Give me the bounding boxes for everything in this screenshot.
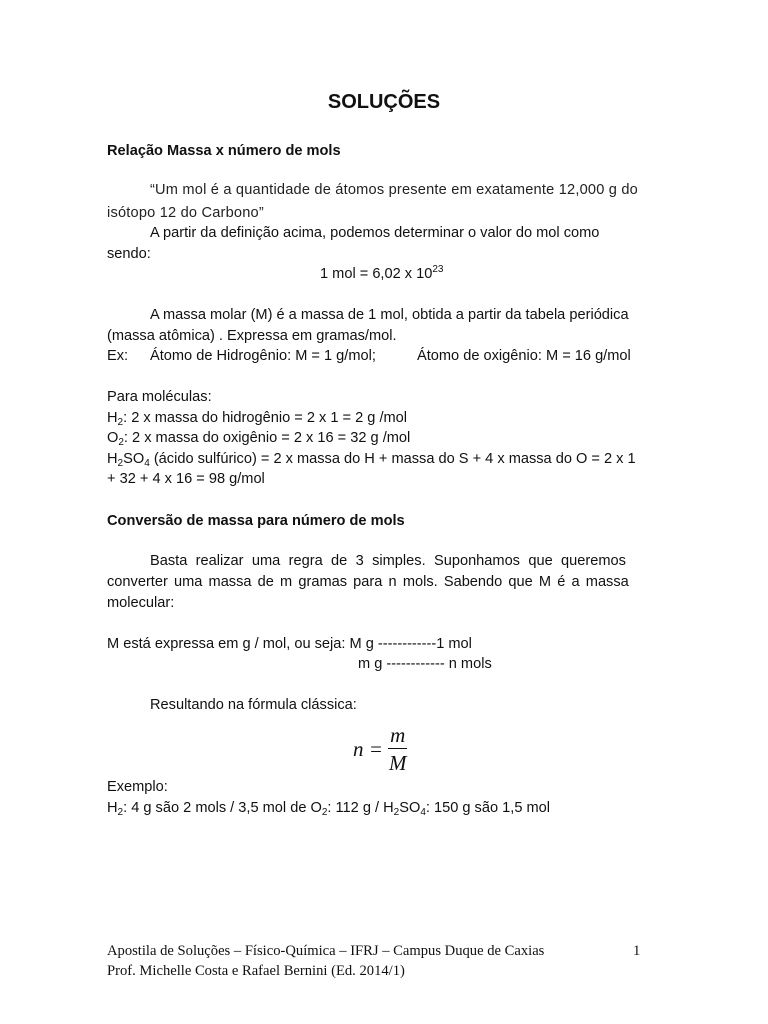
subscript-2: 2 bbox=[321, 807, 328, 818]
section-heading-mass-mols: Relação Massa x número de mols bbox=[107, 143, 341, 159]
h2so4-line-text: (ácido sulfúrico) = 2 x massa do H + massa do S + 4 x massa do O = 2 x 1 bbox=[149, 451, 636, 467]
subscript-4: 4 bbox=[420, 807, 426, 818]
mol-value-exponent: 23 bbox=[432, 264, 444, 275]
subscript-2: 2 bbox=[118, 437, 124, 448]
example-oxygen: Átomo de oxigênio: M = 16 g/mol bbox=[417, 348, 631, 364]
example-label-2: Exemplo: bbox=[107, 779, 168, 795]
formula-o: O bbox=[107, 430, 119, 446]
formula-s: S bbox=[399, 800, 409, 816]
formula-lhs: n = bbox=[353, 737, 383, 761]
molecules-label: Para moléculas: bbox=[107, 389, 212, 405]
conversion-text-line3: molecular: bbox=[107, 595, 175, 611]
mol-formula bbox=[353, 722, 407, 777]
conversion-text-line1: Basta realizar uma regra de 3 simples. Suponhamos que queremos bbox=[150, 553, 626, 569]
mol-definition-quote-line2: isótopo 12 do Carbono” bbox=[107, 205, 264, 221]
formula-numerator: m bbox=[390, 723, 406, 747]
h2so4-molar-mass-line1 bbox=[107, 451, 636, 467]
h2-line-text: : 2 x massa do hidrogênio = 2 x 1 = 2 g /mol bbox=[123, 410, 408, 426]
formula-h: H bbox=[107, 410, 118, 426]
formula-fraction bbox=[388, 722, 407, 777]
mol-definition-quote-line1: “Um mol é a quantidade de átomos presente em exatamente 12,000 g do bbox=[150, 182, 638, 198]
example-text-b: : 112 g / H bbox=[327, 800, 394, 816]
subscript-2: 2 bbox=[393, 807, 400, 818]
example-text-c: : 150 g são 1,5 mol bbox=[425, 800, 551, 816]
rule-of-three-line1: M está expressa em g / mol, ou seja: M g ------------1 mol bbox=[107, 636, 472, 652]
formula-o: O bbox=[408, 800, 421, 816]
formula-o: O bbox=[132, 451, 145, 467]
example-text-a: : 4 g são 2 mols / 3,5 mol de O bbox=[123, 800, 322, 816]
footer-line2: Prof. Michelle Costa e Rafael Bernini (Ed. 2014/1) bbox=[107, 963, 405, 979]
o2-line-text: : 2 x massa do oxigênio = 2 x 16 = 32 g /mol bbox=[123, 430, 411, 446]
page-number: 1 bbox=[633, 943, 641, 959]
formula-intro: Resultando na fórmula clássica: bbox=[150, 697, 357, 713]
o2-molar-mass-line bbox=[107, 430, 410, 446]
definition-text-line2: sendo: bbox=[107, 246, 151, 262]
formula-denominator: M bbox=[389, 751, 407, 775]
footer-line1: Apostila de Soluções – Físico-Química – IFRJ – Campus Duque de Caxias bbox=[107, 943, 545, 959]
subscript-2: 2 bbox=[117, 807, 124, 818]
formula-s: S bbox=[123, 451, 133, 467]
h2so4-molar-mass-line2: + 32 + 4 x 16 = 98 g/mol bbox=[107, 471, 265, 487]
section-heading-conversion: Conversão de massa para número de mols bbox=[107, 513, 405, 529]
example-line bbox=[107, 800, 550, 816]
mol-value-base: 1 mol = 6,02 x 10 bbox=[320, 266, 433, 282]
definition-text-line1: A partir da definição acima, podemos determinar o valor do mol como bbox=[150, 225, 600, 241]
subscript-2: 2 bbox=[117, 458, 124, 469]
conversion-text-line2: converter uma massa de m gramas para n mols. Sabendo que M é a massa bbox=[107, 574, 629, 590]
mol-value-equation bbox=[320, 266, 444, 282]
molar-mass-text-line1: A massa molar (M) é a massa de 1 mol, obtida a partir da tabela periódica bbox=[150, 307, 629, 323]
example-label: Ex: bbox=[107, 348, 129, 364]
subscript-4: 4 bbox=[144, 458, 150, 469]
page-title: SOLUÇÕES bbox=[327, 91, 441, 113]
subscript-2: 2 bbox=[117, 417, 124, 428]
molar-mass-text-line2: (massa atômica) . Expressa em gramas/mol. bbox=[107, 328, 397, 344]
h2-molar-mass-line bbox=[107, 410, 407, 426]
formula-h: H bbox=[107, 800, 118, 816]
formula-h: H bbox=[107, 451, 118, 467]
example-hydrogen: Átomo de Hidrogênio: M = 1 g/mol; bbox=[150, 348, 376, 364]
rule-of-three-line2: m g ------------ n mols bbox=[358, 656, 492, 672]
